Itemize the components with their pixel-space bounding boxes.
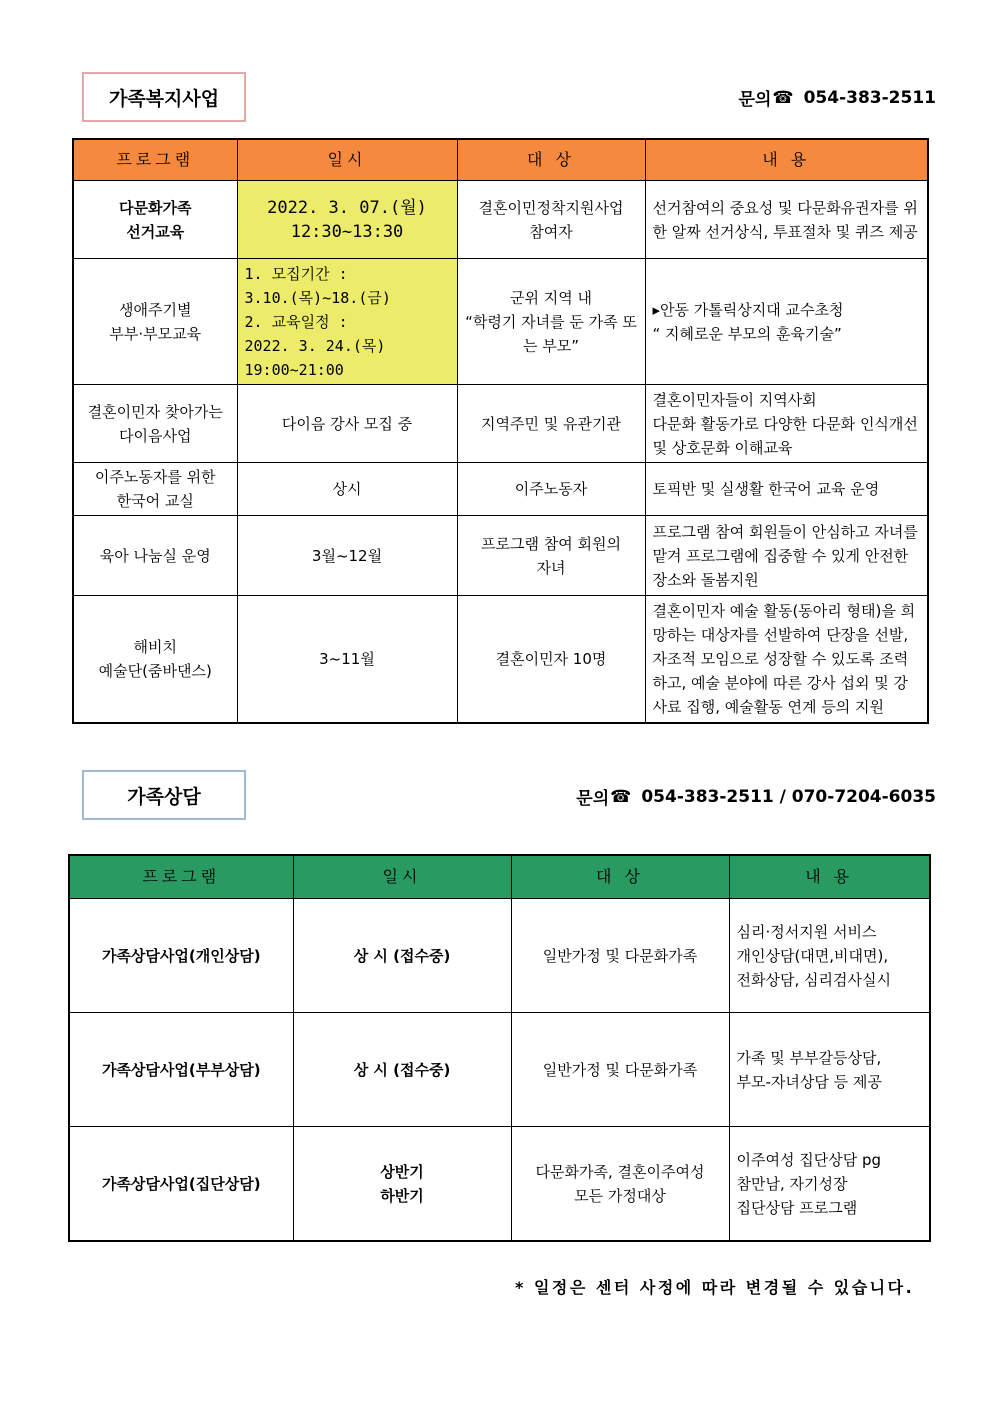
target-cell: 군위 지역 내 “학령기 자녀를 둔 가족 또는 부모”: [457, 259, 645, 385]
date-cell: 상 시 (접수중): [293, 899, 511, 1013]
content-cell: 가족 및 부부갈등상담, 부모-자녀상담 등 제공: [729, 1013, 930, 1127]
contact-label: 문의: [738, 90, 772, 110]
content-cell: 결혼이민자들이 지역사회 다문화 활동가로 다양한 다문화 인식개선 및 상호문화 이해교육: [645, 385, 928, 463]
section1-title: [82, 72, 246, 122]
contact-number: 054-383-2511: [803, 87, 936, 108]
date-cell: 상 시 (접수중): [293, 1013, 511, 1127]
contact-number: 054-383-2511 / 070-7204-6035: [641, 786, 936, 807]
program-cell: 가족상담사업(부부상담): [69, 1013, 293, 1127]
table-row: [73, 181, 928, 259]
content-cell: 이주여성 집단상담 pg 참만남, 자기성장 집단상담 프로그램: [729, 1127, 930, 1242]
target-cell: 결혼이민자 10명: [457, 596, 645, 723]
content-cell: 선거참여의 중요성 및 다문화유권자를 위한 알짜 선거상식, 투표절차 및 퀴즈 제공: [645, 181, 928, 259]
program-cell: 이주노동자를 위한 한국어 교실: [73, 463, 237, 516]
table-header-row: [69, 855, 930, 899]
program-cell: 가족상담사업(개인상담): [69, 899, 293, 1013]
column-header-date: 일시: [293, 855, 511, 899]
content-cell: 심리·정서지원 서비스 개인상담(대면,비대면), 전화상담, 심리검사실시: [729, 899, 930, 1013]
footer-note: * 일정은 센터 사정에 따라 변경될 수 있습니다.: [515, 1278, 915, 1297]
target-cell: 이주노동자: [457, 463, 645, 516]
column-header-target: 대 상: [511, 855, 729, 899]
family-welfare-table: [72, 138, 929, 724]
program-cell: 육아 나눔실 운영: [73, 516, 237, 596]
contact-label: 문의: [576, 789, 610, 809]
table-row: [69, 1127, 930, 1242]
date-cell: 상시: [237, 463, 457, 516]
section1-contact: [739, 85, 936, 110]
section2-title-text: 가족상담: [127, 785, 201, 808]
program-cell: 다문화가족 선거교육: [73, 181, 237, 259]
phone-icon: ☎: [772, 87, 794, 108]
content-cell: 토픽반 및 실생활 한국어 교육 운영: [645, 463, 928, 516]
family-counseling-table: [68, 854, 931, 1242]
phone-icon: ☎: [610, 786, 632, 807]
target-cell: 일반가정 및 다문화가족: [511, 1013, 729, 1127]
target-cell: 지역주민 및 유관기관: [457, 385, 645, 463]
date-cell: 2022. 3. 07.(월) 12:30~13:30: [237, 181, 457, 259]
program-cell: 해비치 예술단(줌바댄스): [73, 596, 237, 723]
target-cell: 프로그램 참여 회원의 자녀: [457, 516, 645, 596]
program-cell: 결혼이민자 찾아가는 다이음사업: [73, 385, 237, 463]
content-cell: 프로그램 참여 회원들이 안심하고 자녀를 맡겨 프로그램에 집중할 수 있게 안전한 장소와 돌봄지원: [645, 516, 928, 596]
table-row: [73, 516, 928, 596]
content-cell: 결혼이민자 예술 활동(동아리 형태)을 희망하는 대상자를 선발하여 단장을 선발, 자조적 모임으로 성장할 수 있도록 조력하고, 예술 분야에 따른 강사 섭외 및 강사료 집행, 예술활동 연계 등의 지원: [645, 596, 928, 723]
date-cell: 다이음 강사 모집 중: [237, 385, 457, 463]
table-row: [69, 899, 930, 1013]
table-row: [73, 596, 928, 723]
section1-title-text: 가족복지사업: [108, 87, 220, 110]
section2-title: [82, 770, 246, 820]
column-header-program: 프로그램: [73, 139, 237, 181]
table-row: [73, 259, 928, 385]
column-header-date: 일시: [237, 139, 457, 181]
table-header-row: [73, 139, 928, 181]
content-cell: ▸안동 가톨릭상지대 교수초청 “ 지혜로운 부모의 훈육기술”: [645, 259, 928, 385]
program-cell: 생애주기별 부부·부모교육: [73, 259, 237, 385]
target-cell: 다문화가족, 결혼이주여성 모든 가정대상: [511, 1127, 729, 1242]
table-row: [73, 463, 928, 516]
program-cell: 가족상담사업(집단상담): [69, 1127, 293, 1242]
section2-contact: [576, 784, 936, 809]
target-cell: 결혼이민정착지원사업 참여자: [457, 181, 645, 259]
date-cell: 3~11월: [237, 596, 457, 723]
date-cell: 1. 모집기간 : 3.10.(목)~18.(금) 2. 교육일정 : 2022. 3. 24.(목) 19:00~21:00: [237, 259, 457, 385]
column-header-target: 대 상: [457, 139, 645, 181]
table-row: [73, 385, 928, 463]
date-cell: 3월~12월: [237, 516, 457, 596]
column-header-content: 내 용: [729, 855, 930, 899]
column-header-content: 내 용: [645, 139, 928, 181]
date-cell: 상반기 하반기: [293, 1127, 511, 1242]
target-cell: 일반가정 및 다문화가족: [511, 899, 729, 1013]
column-header-program: 프로그램: [69, 855, 293, 899]
table-row: [69, 1013, 930, 1127]
